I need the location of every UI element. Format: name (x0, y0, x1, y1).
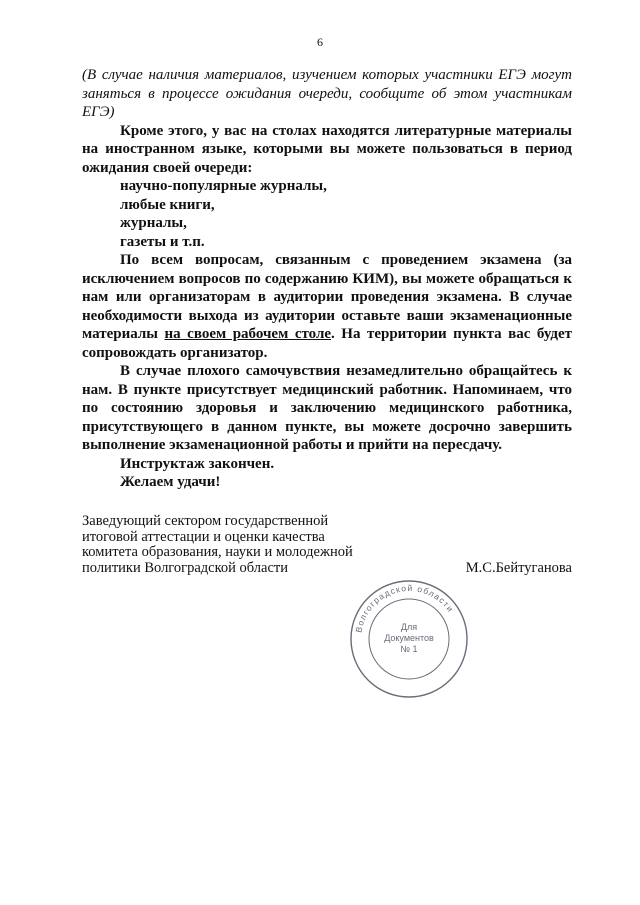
paragraph-questions (82, 251, 572, 362)
signer-title-line: политики Волгоградской области (82, 559, 289, 576)
paragraph-literature: Кроме этого, у вас на столах находятся литературные материалы на иностранном языке, которыми вы можете пользоваться в период ожидания своей очереди: (82, 122, 572, 176)
stamp-center-line: Документов (384, 633, 434, 643)
stamp-center-line: № 1 (400, 644, 418, 654)
underlined-phrase: на своем рабочем столе (164, 326, 332, 342)
list-item: любые книги, (120, 196, 215, 213)
paragraph-questions-start: По всем вопросам, связанным с проведением экзамена (за исключением вопросов по содержанию КИМ), вы можете обращаться к нам или организаторам в аудитории проведения экзамена. В случае необходимости выхода из аудитории оставьте ваши экзаменационные материалы (82, 252, 572, 342)
signer-name: М.С.Бейтуганова (465, 559, 572, 576)
signature-block (82, 514, 572, 576)
closing-good-luck: Желаем удачи! (120, 474, 221, 490)
list-item: научно-популярные журналы, (120, 178, 327, 194)
stamp-center-line: Для (400, 622, 418, 632)
instruction-note: (В случае наличия материалов, изучением которых участники ЕГЭ могут заняться в процессе ожидания очереди, сообщите об этом участникам ЕГЭ) (82, 67, 572, 120)
list-item: газеты и т.п. (120, 233, 205, 250)
stamp-ring-text: Волгоградской области (353, 582, 457, 634)
paragraph-questions-end: . На территории пункта вас будет сопровождать организатор. (82, 326, 573, 361)
list-item: журналы, (120, 215, 187, 231)
closing-briefing-finished: Инструктаж закончен. (120, 455, 275, 472)
page-number: 6 (317, 35, 323, 49)
document-body (82, 66, 572, 492)
signer-title-line: Заведующий сектором государственной (82, 513, 329, 529)
official-stamp (348, 578, 470, 700)
signer-title-line: комитета образования, науки и молодежной (82, 544, 353, 560)
paragraph-health: В случае плохого самочувствия незамедлительно обращайтесь к нам. В пункте присутствует медицинский работник. Напоминаем, что по состоянию здоровья и заключению медицинского работника, присутствующего в данном пункте, вы можете досрочно завершить выполнение экзаменационной работы и прийти на пересдачу. (82, 363, 572, 453)
signer-title-line: итоговой аттестации и оценки качества (82, 528, 325, 545)
